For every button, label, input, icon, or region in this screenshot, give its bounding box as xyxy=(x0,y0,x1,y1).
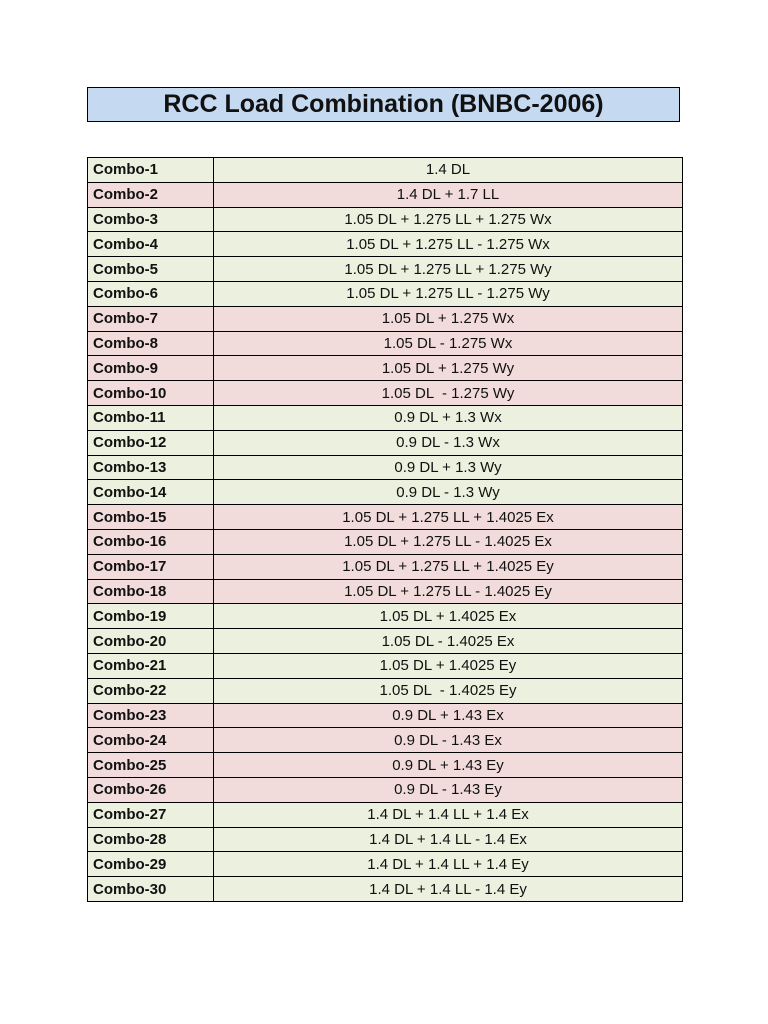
table-row xyxy=(88,604,683,629)
page-title: RCC Load Combination (BNBC-2006) xyxy=(87,87,680,122)
combo-formula-cell: 1.05 DL + 1.4025 Ex xyxy=(214,604,683,629)
combo-formula-cell: 1.05 DL - 1.275 Wx xyxy=(214,331,683,356)
combo-name-cell: Combo-30 xyxy=(88,877,214,902)
table-row xyxy=(88,331,683,356)
table-row xyxy=(88,207,683,232)
combo-name-cell: Combo-14 xyxy=(88,480,214,505)
combo-formula-cell: 1.05 DL + 1.275 Wy xyxy=(214,356,683,381)
table-row xyxy=(88,852,683,877)
table-row xyxy=(88,728,683,753)
combo-name-cell: Combo-11 xyxy=(88,405,214,430)
combo-formula-cell: 0.9 DL + 1.43 Ex xyxy=(214,703,683,728)
combo-formula-cell: 1.05 DL + 1.275 LL + 1.4025 Ex xyxy=(214,505,683,530)
combo-formula-cell: 1.05 DL + 1.275 LL - 1.275 Wx xyxy=(214,232,683,257)
combo-name-cell: Combo-1 xyxy=(88,158,214,183)
combo-formula-cell: 0.9 DL + 1.3 Wy xyxy=(214,455,683,480)
combo-name-cell: Combo-13 xyxy=(88,455,214,480)
table-row xyxy=(88,306,683,331)
combo-formula-cell: 1.05 DL + 1.275 LL + 1.275 Wy xyxy=(214,257,683,282)
combo-name-cell: Combo-17 xyxy=(88,554,214,579)
combo-name-cell: Combo-25 xyxy=(88,753,214,778)
table-row xyxy=(88,182,683,207)
table-row xyxy=(88,430,683,455)
combo-name-cell: Combo-18 xyxy=(88,579,214,604)
combo-name-cell: Combo-21 xyxy=(88,653,214,678)
table-row xyxy=(88,753,683,778)
combo-formula-cell: 0.9 DL + 1.43 Ey xyxy=(214,753,683,778)
table-row xyxy=(88,232,683,257)
combo-name-cell: Combo-19 xyxy=(88,604,214,629)
combo-name-cell: Combo-26 xyxy=(88,777,214,802)
table-row xyxy=(88,257,683,282)
combo-formula-cell: 1.4 DL xyxy=(214,158,683,183)
table-row xyxy=(88,877,683,902)
combo-formula-cell: 0.9 DL + 1.3 Wx xyxy=(214,405,683,430)
combo-name-cell: Combo-23 xyxy=(88,703,214,728)
combo-formula-cell: 0.9 DL - 1.3 Wx xyxy=(214,430,683,455)
table-row xyxy=(88,480,683,505)
table-row xyxy=(88,356,683,381)
table-row xyxy=(88,158,683,183)
combo-formula-cell: 0.9 DL - 1.43 Ex xyxy=(214,728,683,753)
table-row xyxy=(88,678,683,703)
combo-formula-cell: 1.4 DL + 1.4 LL - 1.4 Ey xyxy=(214,877,683,902)
combo-name-cell: Combo-3 xyxy=(88,207,214,232)
combo-name-cell: Combo-2 xyxy=(88,182,214,207)
table-row xyxy=(88,629,683,654)
combo-name-cell: Combo-10 xyxy=(88,381,214,406)
combo-formula-cell: 1.05 DL + 1.275 LL + 1.4025 Ey xyxy=(214,554,683,579)
load-combination-table xyxy=(87,157,683,902)
table-row xyxy=(88,505,683,530)
combo-name-cell: Combo-22 xyxy=(88,678,214,703)
combo-formula-cell: 1.05 DL + 1.275 LL - 1.275 Wy xyxy=(214,281,683,306)
table-row xyxy=(88,281,683,306)
combo-name-cell: Combo-28 xyxy=(88,827,214,852)
combo-name-cell: Combo-20 xyxy=(88,629,214,654)
table-row xyxy=(88,405,683,430)
table-row xyxy=(88,653,683,678)
combo-name-cell: Combo-4 xyxy=(88,232,214,257)
table-row xyxy=(88,554,683,579)
combo-formula-cell: 1.4 DL + 1.4 LL + 1.4 Ex xyxy=(214,802,683,827)
combo-name-cell: Combo-8 xyxy=(88,331,214,356)
combo-formula-cell: 1.05 DL + 1.275 LL + 1.275 Wx xyxy=(214,207,683,232)
combo-name-cell: Combo-7 xyxy=(88,306,214,331)
combo-formula-cell: 1.05 DL - 1.4025 Ex xyxy=(214,629,683,654)
combo-formula-cell: 1.4 DL + 1.7 LL xyxy=(214,182,683,207)
table-row xyxy=(88,529,683,554)
table-row xyxy=(88,381,683,406)
combo-name-cell: Combo-24 xyxy=(88,728,214,753)
table-row xyxy=(88,579,683,604)
combo-formula-cell: 1.4 DL + 1.4 LL - 1.4 Ex xyxy=(214,827,683,852)
combo-formula-cell: 1.05 DL + 1.275 LL - 1.4025 Ey xyxy=(214,579,683,604)
combo-name-cell: Combo-9 xyxy=(88,356,214,381)
table-row xyxy=(88,703,683,728)
table-row xyxy=(88,777,683,802)
combo-formula-cell: 1.05 DL - 1.275 Wy xyxy=(214,381,683,406)
table-row xyxy=(88,455,683,480)
combo-formula-cell: 0.9 DL - 1.43 Ey xyxy=(214,777,683,802)
combo-formula-cell: 1.4 DL + 1.4 LL + 1.4 Ey xyxy=(214,852,683,877)
combo-formula-cell: 1.05 DL - 1.4025 Ey xyxy=(214,678,683,703)
table-row xyxy=(88,827,683,852)
combo-formula-cell: 1.05 DL + 1.275 LL - 1.4025 Ex xyxy=(214,529,683,554)
table-row xyxy=(88,802,683,827)
combo-name-cell: Combo-6 xyxy=(88,281,214,306)
combo-formula-cell: 1.05 DL + 1.4025 Ey xyxy=(214,653,683,678)
combo-formula-cell: 0.9 DL - 1.3 Wy xyxy=(214,480,683,505)
combo-name-cell: Combo-16 xyxy=(88,529,214,554)
combo-name-cell: Combo-12 xyxy=(88,430,214,455)
combo-name-cell: Combo-29 xyxy=(88,852,214,877)
combo-name-cell: Combo-5 xyxy=(88,257,214,282)
combo-name-cell: Combo-15 xyxy=(88,505,214,530)
combo-formula-cell: 1.05 DL + 1.275 Wx xyxy=(214,306,683,331)
combo-name-cell: Combo-27 xyxy=(88,802,214,827)
combo-table-body xyxy=(88,158,683,902)
